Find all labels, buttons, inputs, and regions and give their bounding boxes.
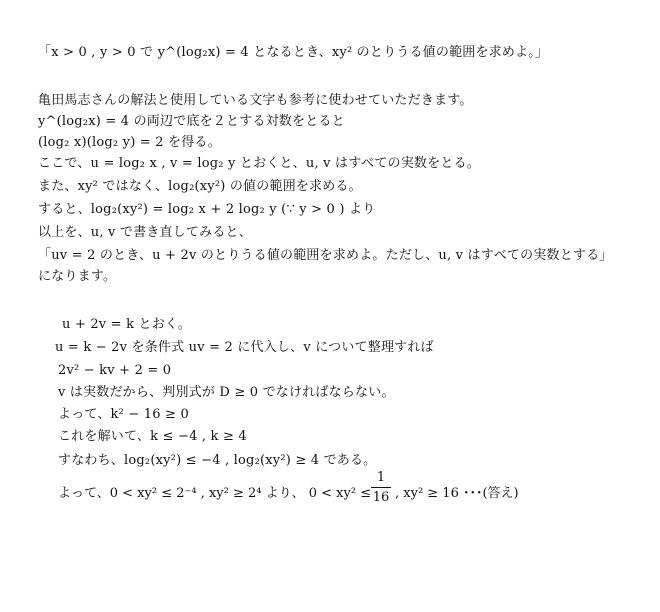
derivation-line: u + 2v = k とおく。 bbox=[62, 317, 192, 332]
solution-line: になります。 bbox=[38, 269, 117, 284]
final-answer-suffix: , xy² ≥ 16 ･･･(答え) bbox=[395, 486, 519, 501]
fraction-numerator: 1 bbox=[376, 470, 386, 485]
derivation-line: v は実数だから、判別式が D ≥ 0 でなければならない。 bbox=[58, 385, 395, 400]
derivation-line: よって、k² − 16 ≥ 0 bbox=[58, 407, 189, 422]
derivation-line: u = k − 2v を条件式 uv = 2 に代入し、v について整理すれば bbox=[55, 340, 434, 355]
solution-line: y^(log₂x) = 4 の両辺で底を２とする対数をとると bbox=[38, 114, 345, 129]
solution-line: 以上を、u, v で書き直してみると、 bbox=[38, 225, 252, 240]
final-answer-prefix: よって、0 < xy² ≤ 2⁻⁴ , xy² ≥ 2⁴ より、 0 < xy² ≤ bbox=[58, 486, 372, 501]
solution-line: ここで、u = log₂ x , v = log₂ y とおくと、u, v はすべての実数をとる。 bbox=[38, 156, 480, 171]
solution-line: すると、log₂(xy²) = log₂ x + 2 log₂ y (∵ y > 0 ) より bbox=[38, 202, 376, 217]
solution-line: また、xy² ではなく、log₂(xy²) の値の範囲を求める。 bbox=[38, 179, 362, 194]
derivation-line: すなわち、log₂(xy²) ≤ −4 , log₂(xy²) ≥ 4 である。 bbox=[58, 453, 377, 468]
derivation-line: これを解いて、k ≤ −4 , k ≥ 4 bbox=[58, 429, 247, 444]
fraction-bar bbox=[371, 487, 391, 488]
solution-line: 「uv = 2 のとき、u + 2v のとりうる値の範囲を求めよ。ただし、u, v はすべての実数とする」 bbox=[38, 248, 613, 263]
problem-statement: 「x > 0 , y > 0 で y^(log₂x) = 4 となるとき、xy² のとりうる値の範囲を求めよ。」 bbox=[38, 45, 549, 60]
fraction-denominator: 16 bbox=[372, 490, 390, 505]
solution-intro: 亀田馬志さんの解法と使用している文字も参考に使わせていただきます。 bbox=[38, 93, 473, 108]
solution-line: (log₂ x)(log₂ y) = 2 を得る。 bbox=[38, 135, 221, 150]
derivation-line: 2v² − kv + 2 = 0 bbox=[58, 363, 172, 378]
